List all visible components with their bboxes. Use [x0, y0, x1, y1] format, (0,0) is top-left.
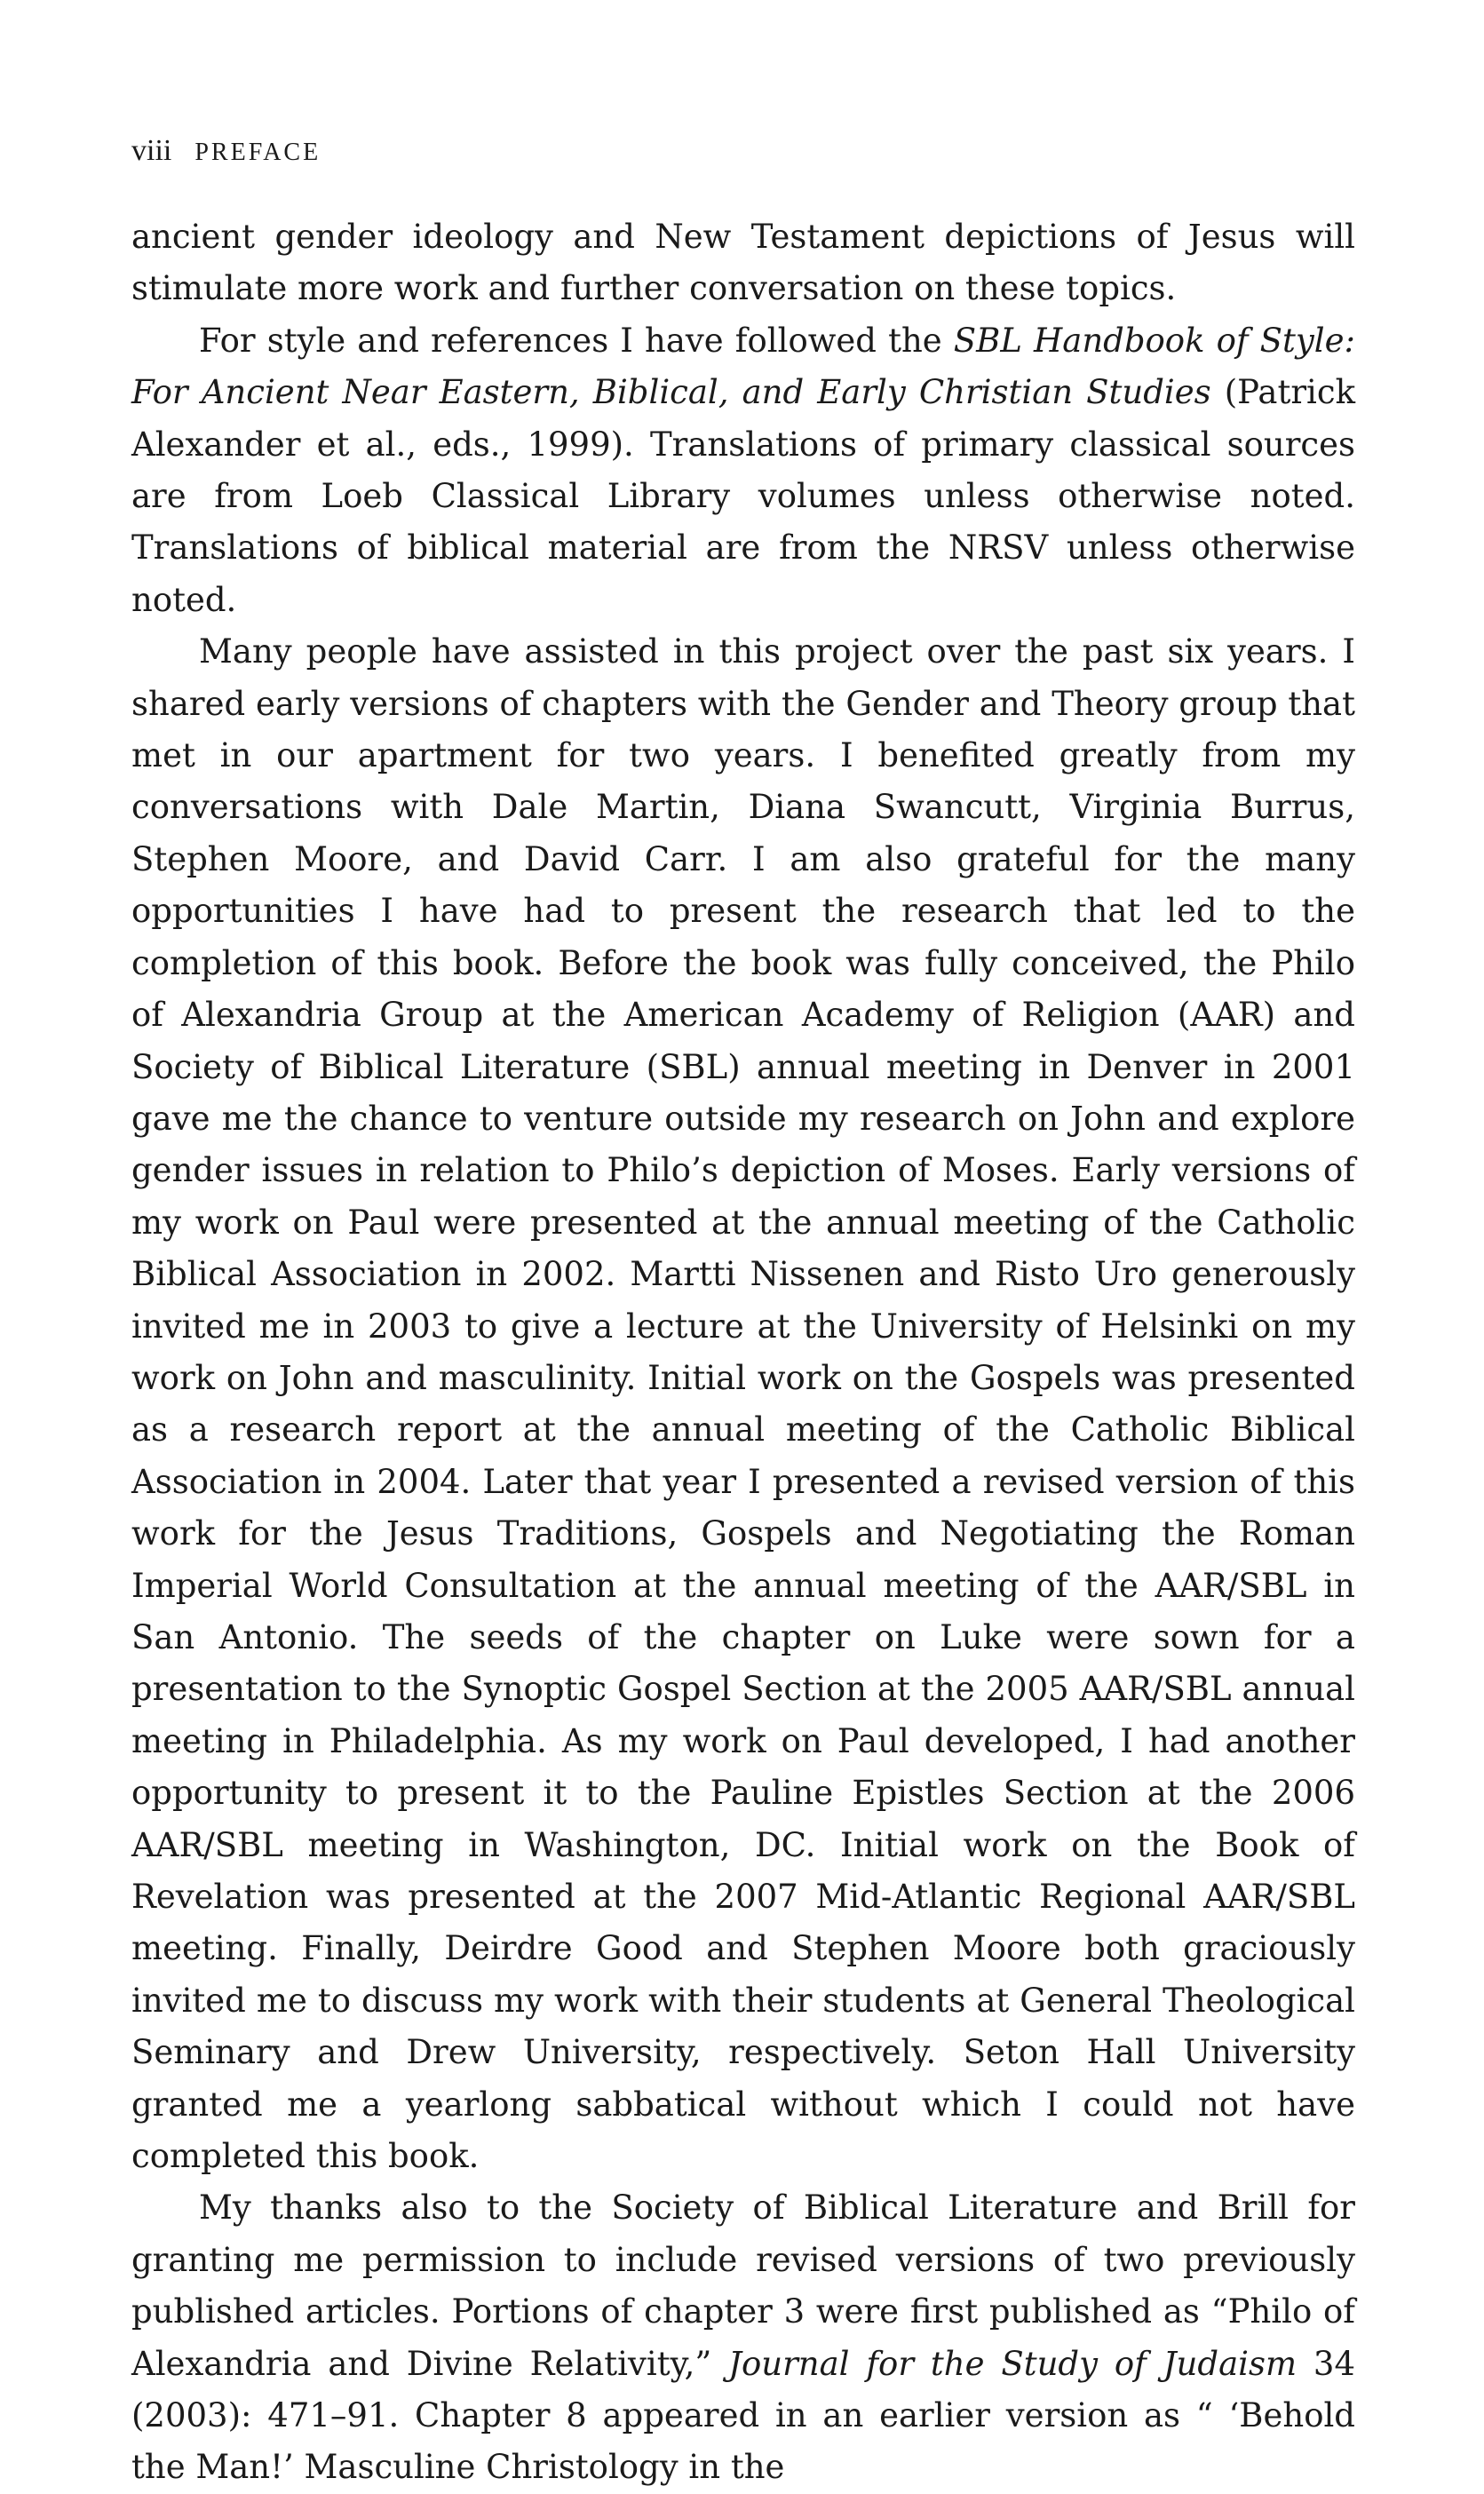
running-head: [131, 133, 1355, 171]
body-text: [131, 211, 1355, 2494]
paragraph-3: [131, 626, 1355, 2182]
page-number: viii: [131, 134, 172, 167]
text-run: My thanks also to the Society of Biblical Literature and Brill for granting me permission to include revised versions of two previously published articles. Portions of chapter 3 were first published as “Philo of Alexandria and Divine Relativity,”: [131, 2188, 1355, 2383]
paragraph-4: [131, 2182, 1355, 2493]
book-title-italic: SBL Handbook of Style: For Ancient Near Eastern, Biblical, and Early Christian Studies: [131, 321, 1355, 412]
text-run: (Patrick Alexander et al., eds., 1999). Translations of primary classical sources are from Loeb Classical Library volumes unless otherwise noted. Translations of biblical material are from the NRSV unless otherwise noted.: [131, 373, 1355, 619]
journal-title-italic: Journal for the Study of Judaism: [728, 2344, 1298, 2383]
paragraph-1: [131, 211, 1355, 315]
paragraph-2: [131, 315, 1355, 626]
text-run: Many people have assisted in this project over the past six years. I shared early versions of chapters with the Gender and Theory group that met in our apartment for two years. I benefited greatly from my conversations with Dale Martin, Diana Swancutt, Virginia Burrus, Stephen Moore, and David Carr. I am also grateful for the many opportunities I have had to present the research that led to the completion of this book. Before the book was fully conceived, the Philo of Alexandria Group at the American Academy of Religion (AAR) and Society of Biblical Literature (SBL) annual meeting in Denver in 2001 gave me the chance to venture outside my research on John and explore gender issues in relation to Philo’s depiction of Moses. Early versions of my work on Paul were presented at the annual meeting of the Catholic Biblical Association in 2002. Martti Nissenen and Risto Uro generously invited me in 2003 to give a lecture at the University of Helsinki on my work on John and masculinity. Initial work on the Gospels was presented as a research report at the annual meeting of the Catholic Biblical Association in 2004. Later that year I presented a revised version of this work for the Jesus Traditions, Gospels and Negotiating the Roman Imperial World Consultation at the annual meeting of the AAR/SBL in San Antonio. The seeds of the chapter on Luke were sown for a presentation to the Synoptic Gospel Section at the 2005 AAR/SBL annual meeting in Philadelphia. As my work on Paul developed, I had another opportunity to present it to the Pauline Epistles Section at the 2006 AAR/SBL meeting in Washington, DC. Initial work on the Book of Revelation was presented at the 2007 Mid-Atlantic Regional AAR/SBL meeting. Finally, Deirdre Good and Stephen Moore both graciously invited me to discuss my work with their students at General Theological Seminary and Drew University, respectively. Seton Hall University granted me a yearlong sabbatical without which I could not have completed this book.: [131, 632, 1355, 2176]
text-run: For style and references I have followed the: [199, 321, 954, 360]
text-run: 34 (2003): 471–91. Chapter 8 appeared in an earlier version as “ ‘Behold the Man!’ Masculine Christology in the: [131, 2344, 1356, 2487]
book-page: [131, 133, 1355, 2494]
text-run: ancient gender ideology and New Testament depictions of Jesus will stimulate more work and further conversation on these topics.: [131, 218, 1355, 308]
section-title: PREFACE: [194, 139, 321, 166]
